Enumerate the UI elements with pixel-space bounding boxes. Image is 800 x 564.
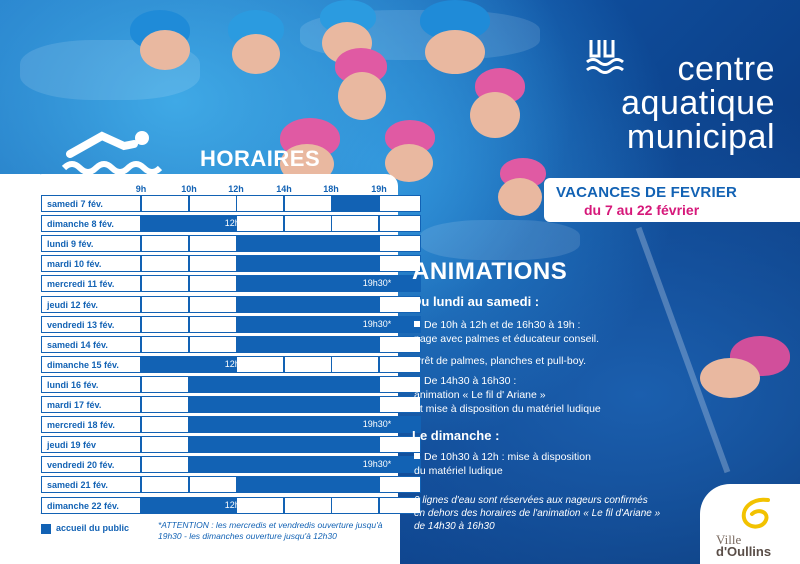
closed-slot bbox=[189, 296, 237, 313]
ville-name bbox=[716, 534, 771, 558]
open-slot bbox=[284, 336, 332, 353]
schedule-row bbox=[41, 476, 381, 493]
closed-slot bbox=[141, 296, 189, 313]
closed-slot bbox=[141, 255, 189, 272]
open-slot bbox=[331, 396, 379, 413]
closed-slot bbox=[379, 215, 421, 232]
schedule-row bbox=[41, 416, 392, 433]
day-label: lundi 16 fév. bbox=[41, 376, 141, 393]
item1-line3: Prêt de palmes, planches et pull-boy. bbox=[414, 355, 586, 367]
bullet-icon bbox=[414, 453, 420, 459]
day-label: mercredi 18 fév. bbox=[41, 416, 141, 433]
schedule-row bbox=[41, 336, 381, 353]
schedule-row bbox=[41, 456, 392, 473]
closed-slot bbox=[189, 336, 237, 353]
day-label: dimanche 8 fév. bbox=[41, 215, 141, 232]
vacances-banner bbox=[544, 178, 800, 222]
closed-slot bbox=[379, 195, 421, 212]
item1-line1: De 10h à 12h et de 16h30 à 19h : bbox=[424, 319, 581, 331]
open-slot bbox=[236, 396, 284, 413]
closing-time-label: 12h30* bbox=[224, 499, 254, 510]
closed-slot bbox=[141, 456, 189, 473]
open-slot bbox=[141, 356, 189, 373]
open-slot bbox=[284, 296, 332, 313]
open-slot bbox=[236, 436, 284, 453]
closed-slot bbox=[331, 356, 379, 373]
open-slot bbox=[284, 456, 332, 473]
schedule-row bbox=[41, 195, 381, 212]
item2-line3: et mise à disposition du matériel ludique bbox=[414, 403, 601, 415]
day-label: samedi 14 fév. bbox=[41, 336, 141, 353]
final-line1: 2 lignes d'eau sont réservées aux nageurs confirmés bbox=[414, 495, 648, 506]
closing-time-label: 12h30* bbox=[224, 218, 254, 229]
closed-slot bbox=[284, 215, 332, 232]
day-label: jeudi 12 fév. bbox=[41, 296, 141, 313]
hour-label: 14h bbox=[276, 184, 292, 194]
day-label: lundi 9 fév. bbox=[41, 235, 141, 252]
closed-slot bbox=[189, 316, 237, 333]
day-label: vendredi 13 fév. bbox=[41, 316, 141, 333]
horaires-title: HORAIRES bbox=[200, 146, 321, 171]
animation-item-2 bbox=[414, 374, 601, 416]
day-label: vendredi 20 fév. bbox=[41, 456, 141, 473]
day-label: mardi 17 fév. bbox=[41, 396, 141, 413]
schedule-row bbox=[41, 396, 381, 413]
animations-title: ANIMATIONS bbox=[412, 258, 568, 285]
item1-line2: nage avec palmes et éducateur conseil. bbox=[414, 333, 600, 345]
open-slot bbox=[284, 376, 332, 393]
closed-slot bbox=[141, 316, 189, 333]
vacances-title: VACANCES DE FEVRIER bbox=[556, 184, 738, 201]
open-slot bbox=[236, 255, 284, 272]
open-slot bbox=[331, 195, 379, 212]
closed-slot bbox=[141, 376, 189, 393]
schedule-row bbox=[41, 275, 392, 292]
day-label: mardi 10 fév. bbox=[41, 255, 141, 272]
day-label: dimanche 22 fév. bbox=[41, 497, 141, 514]
closed-slot bbox=[331, 215, 379, 232]
item3-line1: De 10h30 à 12h : mise à disposition bbox=[424, 451, 591, 463]
item2-line2: animation « Le fil d' Ariane » bbox=[414, 389, 546, 401]
animation-item-3 bbox=[414, 450, 591, 478]
open-slot bbox=[189, 396, 237, 413]
open-slot bbox=[284, 316, 332, 333]
hour-label: 12h bbox=[228, 184, 244, 194]
closed-slot bbox=[284, 356, 332, 373]
open-slot bbox=[284, 235, 332, 252]
final-line3: de 14h30 à 16h30 bbox=[414, 521, 495, 532]
closed-slot bbox=[141, 235, 189, 252]
schedule-row bbox=[41, 436, 381, 453]
schedule-row bbox=[41, 356, 381, 373]
open-slot bbox=[236, 316, 284, 333]
sunday-heading: Le dimanche : bbox=[412, 428, 500, 443]
open-slot bbox=[331, 296, 379, 313]
day-label: samedi 21 fév. bbox=[41, 476, 141, 493]
open-slot bbox=[236, 416, 284, 433]
open-slot bbox=[189, 436, 237, 453]
open-slot bbox=[284, 396, 332, 413]
open-slot bbox=[284, 275, 332, 292]
open-slot bbox=[236, 235, 284, 252]
open-slot bbox=[189, 456, 237, 473]
closed-slot bbox=[379, 476, 421, 493]
logo-line-3: municipal bbox=[626, 118, 775, 156]
closed-slot bbox=[284, 195, 332, 212]
closing-time-label: 19h30* bbox=[362, 318, 392, 329]
open-slot bbox=[236, 376, 284, 393]
closed-slot bbox=[141, 336, 189, 353]
closed-slot bbox=[141, 476, 189, 493]
vacances-dates: du 7 au 22 février bbox=[584, 202, 700, 218]
animation-item-1 bbox=[414, 318, 599, 346]
open-slot bbox=[236, 336, 284, 353]
day-label: dimanche 15 fév. bbox=[41, 356, 141, 373]
closed-slot bbox=[189, 195, 237, 212]
day-label: mercredi 11 fév. bbox=[41, 275, 141, 292]
open-slot bbox=[331, 376, 379, 393]
closed-slot bbox=[141, 396, 189, 413]
logo-text bbox=[595, 52, 775, 154]
schedule-row bbox=[41, 497, 381, 514]
weekday-heading: Du lundi au samedi : bbox=[412, 294, 540, 309]
closed-slot bbox=[141, 195, 189, 212]
closing-time-label: 19h30* bbox=[362, 459, 392, 470]
closed-slot bbox=[379, 235, 421, 252]
item2-line1: De 14h30 à 16h30 : bbox=[424, 375, 517, 387]
schedule-note: *ATTENTION : les mercredis et vendredis ouverture jusqu'à 19h30 - les dimanches ouverture jusqu'à 12h30 bbox=[158, 520, 383, 541]
closed-slot bbox=[236, 195, 284, 212]
schedule-row bbox=[41, 296, 381, 313]
open-slot bbox=[236, 296, 284, 313]
hour-label: 10h bbox=[181, 184, 197, 194]
closed-slot bbox=[284, 497, 332, 514]
legend-swatch bbox=[41, 524, 51, 534]
oullins-logo-icon bbox=[738, 496, 774, 530]
open-slot bbox=[189, 376, 237, 393]
lanes-note bbox=[414, 494, 660, 533]
closing-time-label: 19h30* bbox=[362, 419, 392, 430]
open-slot bbox=[284, 255, 332, 272]
open-slot bbox=[236, 456, 284, 473]
day-label: samedi 7 fév. bbox=[41, 195, 141, 212]
ville-prefix: Ville bbox=[716, 532, 742, 547]
swimmer-pictogram-icon bbox=[62, 124, 172, 174]
schedule-row bbox=[41, 215, 381, 232]
closed-slot bbox=[189, 235, 237, 252]
item3-line2: du matériel ludique bbox=[414, 465, 503, 477]
legend-label: accueil du public bbox=[56, 523, 130, 533]
open-slot bbox=[141, 497, 189, 514]
bullet-icon bbox=[414, 377, 420, 383]
bullet-icon bbox=[414, 321, 420, 327]
schedule-row bbox=[41, 255, 381, 272]
closing-time-label: 12h30* bbox=[224, 358, 254, 369]
open-slot bbox=[331, 235, 379, 252]
schedule-row bbox=[41, 235, 381, 252]
day-label: jeudi 19 fév bbox=[41, 436, 141, 453]
closed-slot bbox=[189, 476, 237, 493]
open-slot bbox=[331, 476, 379, 493]
open-slot bbox=[331, 255, 379, 272]
open-slot bbox=[284, 416, 332, 433]
final-line2: en dehors des horaires de l'animation « Le fil d'Ariane » bbox=[414, 508, 661, 519]
closed-slot bbox=[331, 497, 379, 514]
schedule-row bbox=[41, 376, 381, 393]
logo-line-1: centre bbox=[677, 50, 775, 88]
open-slot bbox=[141, 215, 189, 232]
ville-city: d'Oullins bbox=[716, 544, 772, 559]
closed-slot bbox=[189, 255, 237, 272]
hour-label: 9h bbox=[135, 184, 147, 194]
open-slot bbox=[331, 336, 379, 353]
hour-label: 19h bbox=[371, 184, 387, 194]
hour-label: 18h bbox=[323, 184, 339, 194]
closed-slot bbox=[141, 436, 189, 453]
logo-line-2: aquatique bbox=[621, 84, 775, 122]
open-slot bbox=[284, 436, 332, 453]
closed-slot bbox=[141, 275, 189, 292]
open-slot bbox=[284, 476, 332, 493]
closing-time-label: 19h30* bbox=[362, 278, 392, 289]
open-slot bbox=[236, 476, 284, 493]
closed-slot bbox=[141, 416, 189, 433]
closed-slot bbox=[189, 275, 237, 292]
schedule-row bbox=[41, 316, 392, 333]
open-slot bbox=[189, 416, 237, 433]
open-slot bbox=[236, 275, 284, 292]
open-slot bbox=[331, 436, 379, 453]
